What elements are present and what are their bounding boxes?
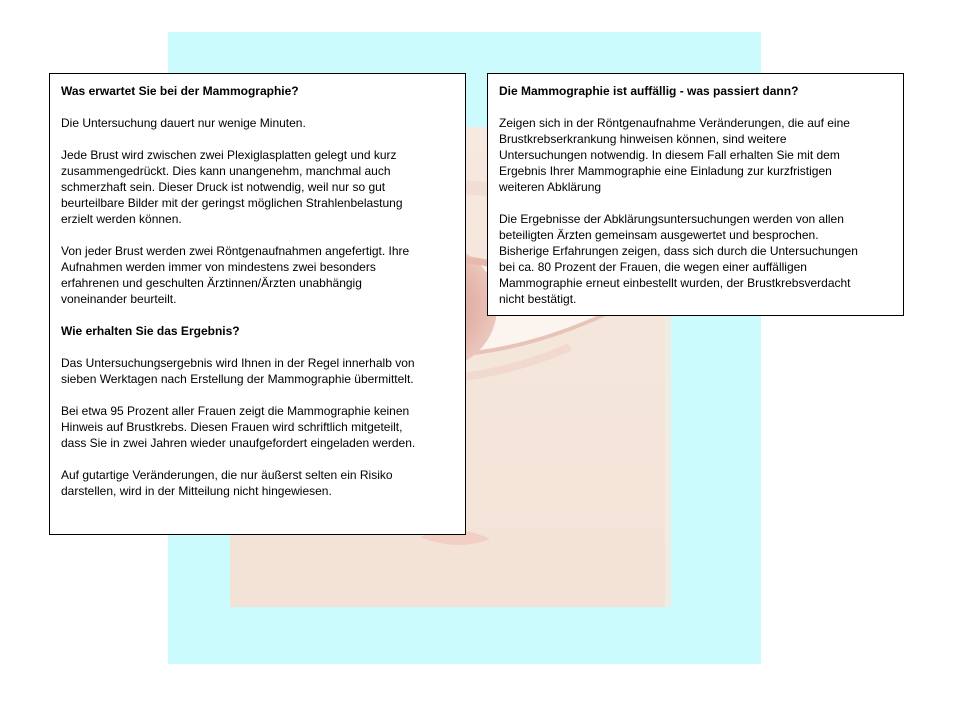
heading-ergebnis: Wie erhalten Sie das Ergebnis?: [61, 324, 240, 338]
paragraph-ergebnisse-abklaerung: Die Ergebnisse der Abklärungsuntersuchungen werden von allen beteiligten Ärzten gemeinsam ausgewertet und besprochen. Bisherige Erfahrungen zeigen, dass sich durch die Untersuchungen bei ca. 80 Prozent der Frauen, die wegen einer auffälligen Mammographie erneut einbestellt wurden, der Brustkrebsverdacht nicht bestätigt.: [499, 212, 858, 306]
paragraph-uebermittlung: Das Untersuchungsergebnis wird Ihnen in der Regel innerhalb von sieben Werktagen nach Erstellung der Mammographie übermittelt.: [61, 356, 415, 386]
paragraph-95-prozent: Bei etwa 95 Prozent aller Frauen zeigt die Mammographie keinen Hinweis auf Brustkrebs. Diesen Frauen wird schriftlich mitgeteilt, dass Sie in zwei Jahren wieder unaufgefordert eingeladen werden.: [61, 404, 416, 450]
heading-auffaellig: Die Mammographie ist auffällig - was passiert dann?: [499, 84, 799, 98]
heading-was-erwartet: Was erwartet Sie bei der Mammographie?: [61, 84, 299, 98]
paragraph-brust-platten: Jede Brust wird zwischen zwei Plexiglasplatten gelegt und kurz zusammengedrückt. Dies kann unangenehm, manchmal auch schmerzhaft sein. Dieser Druck ist notwendig, weil nur so gut beurteilbare Bilder mit der geringst möglichen Strahlenbelastung erzielt werden können.: [61, 148, 403, 226]
paragraph-gutartige-veraenderungen: Auf gutartige Veränderungen, die nur äußerst selten ein Risiko darstellen, wird in der Mitteilung nicht hingewiesen.: [61, 468, 393, 498]
paragraph-roentgenaufnahmen: Von jeder Brust werden zwei Röntgenaufnahmen angefertigt. Ihre Aufnahmen werden immer von mindestens zwei besonders erfahrenen und geschulten Ärztinnen/Ärzten unabhängig voneinander beurteilt.: [61, 244, 410, 306]
mammographie-info-box: [49, 73, 466, 535]
paragraph-dauer: Die Untersuchung dauert nur wenige Minuten.: [61, 116, 306, 130]
auffaellig-info-box: [487, 73, 904, 316]
paragraph-abklaerung: Zeigen sich in der Röntgenaufnahme Veränderungen, die auf eine Brustkrebserkrankung hinweisen können, sind weitere Untersuchungen notwendig. In diesem Fall erhalten Sie mit dem Ergebnis Ihrer Mammographie eine Einladung zur kurzfristigen weiteren Abklärung: [499, 116, 850, 194]
